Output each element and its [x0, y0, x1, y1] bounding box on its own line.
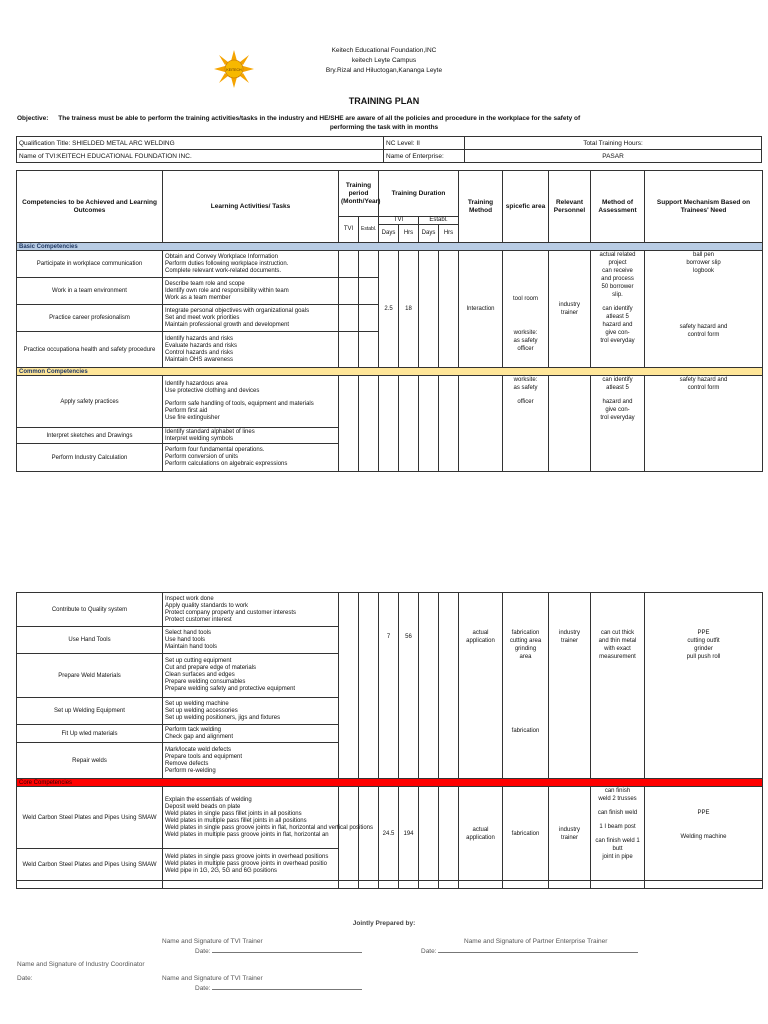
tvi-trainer-date: Date:: [195, 948, 362, 955]
task-list: Integrate personal objectives with organizational goals Set and meet work priorities Maintain professional growth and development: [163, 305, 339, 332]
col-days-estab: Days: [419, 225, 439, 243]
competency-name: Set up Welding Equipment: [17, 698, 163, 725]
competency-name: Weld Carbon Steel Plates and Pipes Using SMAW: [17, 849, 163, 881]
basic-assessment: actual related project can receive and process 50 borrower slip. can identify atleast 5 hazard and give con- trol everyday: [591, 251, 645, 368]
total-training-hours: Total Training Hours:: [465, 137, 762, 150]
page2-assessment: can cut thick and thin metal with exact measurement: [591, 593, 645, 779]
task-list: Select hand tools Use hand tools Maintain hand tools: [163, 627, 339, 654]
task-list: Explain the essentials of welding Deposit weld beads on plate Weld plates in single pass fillet joints in all positions Weld plates in multiple pass fillet joints in all positions Weld plates in single pass groove joints in flat, horizontal and vertical positions Weld plates in multiple pass groove joints in flat, horizontal an: [163, 787, 339, 849]
task-list: Weld plates in single pass groove joints in overhead positions Weld plates in multiple pass groove joints in overhead positio Weld pipe in 1G, 2G, 5G and 6G positions: [163, 849, 339, 881]
task-list: Set up cutting equipment Cut and prepare edge of materials Clean surfaces and edges Prepare welding consumables Prepare welding safety and protective equipment: [163, 654, 339, 698]
competency-name: Repair welds: [17, 743, 163, 779]
tvi-trainer-signature: Name and Signature of TVI Trainer: [162, 938, 263, 945]
task-list: Identify standard alphabet of lines Interpret welding symbols: [163, 428, 339, 444]
core-assessment: can finish weld 2 trusses can finish weld 1 I beam post can finish weld 1 butt joint in pipe: [591, 787, 645, 881]
basic-days: 2.5: [379, 251, 399, 368]
basic-method: Interaction: [459, 251, 503, 368]
enterprise-name: PASAR: [465, 150, 762, 163]
info-table: [16, 136, 762, 163]
section-common: Common Competencies: [17, 368, 763, 376]
core-days: 24.5: [379, 787, 399, 881]
competency-name: Weld Carbon Steel Plates and Pipes Using SMAW: [17, 787, 163, 849]
organization-header: [0, 46, 768, 76]
competency-name: Work in a team environment: [17, 278, 163, 305]
objective: [17, 114, 757, 123]
page2-area: fabrication cutting area grinding area fabrication: [503, 593, 549, 779]
qualification-title: Qualification Title: SHIELDED METAL ARC WELDING: [17, 137, 384, 150]
competency-name: Interpret sketches and Drawings: [17, 428, 163, 444]
page-title: TRAINING PLAN: [348, 96, 420, 106]
competency-name: Practice occupationa health and safety procedure: [17, 332, 163, 368]
task-list: Perform four fundamental operations. Perform conversion of units Perform calculations on algebraic expressions: [163, 444, 339, 472]
task-list: Obtain and Convey Workplace Information Perform duties following workplace instruction. Complete relevant work-related documents.: [163, 251, 339, 278]
col-hrs-estab: Hrs: [439, 225, 459, 243]
col-period-estab: Establ.: [359, 217, 379, 243]
col-period-tvi: TVI: [339, 217, 359, 243]
task-list: Perform tack welding Check gap and alignment: [163, 725, 339, 743]
tvi-trainer2-signature: Name and Signature of TVI Trainer: [162, 975, 263, 982]
nc-level: NC Level: II: [384, 137, 465, 150]
competency-name: Practice career profesionalism: [17, 305, 163, 332]
page2-hrs: 56: [399, 593, 419, 779]
page2-personnel: industry trainer: [549, 593, 591, 779]
industry-coordinator-signature: Name and Signature of Industry Coordinator: [17, 961, 145, 968]
core-support: PPE Welding machine: [645, 787, 763, 881]
jointly-prepared-label: Jointly Prepared by:: [352, 920, 416, 927]
competency-name: Fit Up wled materials: [17, 725, 163, 743]
core-area: fabrication: [503, 787, 549, 881]
competency-name: Use Hand Tools: [17, 627, 163, 654]
col-area: spicefic area: [503, 171, 549, 243]
competency-name: Prepare Weld Materials: [17, 654, 163, 698]
col-hrs-tvi: Hrs: [399, 225, 419, 243]
basic-personnel: industry trainer: [549, 251, 591, 368]
section-basic: Basic Competencies: [17, 243, 763, 251]
competency-name: Apply safety practices: [17, 376, 163, 428]
col-competencies: Competencies to be Achieved and Learning Outcomes: [17, 171, 163, 243]
col-method: Training Method: [459, 171, 503, 243]
common-support: safety hazard and control form: [645, 376, 763, 472]
col-duration-estab: Establ.: [419, 217, 459, 225]
task-list: Identify hazards and risks Evaluate hazards and risks Control hazards and risks Maintain OHS awareness: [163, 332, 339, 368]
col-duration: Training Duration: [379, 171, 459, 217]
common-assessment: can identify atleast 5 hazard and give con- trol everyday: [591, 376, 645, 472]
objective-text: The trainess must be able to perform the training activities/tasks in the industry and HE/SHE are aware of all the policies and procedure in the workplace for the safety of: [58, 115, 581, 122]
basic-support: ball pen borrower slip logbook safety hazard and control form: [645, 251, 763, 368]
page2-days: 7: [379, 593, 399, 779]
objective-line2: performing the task with in months: [329, 124, 439, 131]
task-list: Set up welding machine Set up welding accessories Set up welding positioners, jigs and fixtures: [163, 698, 339, 725]
task-list: Mark/locate weld defects Prepare tools and equipment Remove defects Perform re-welding: [163, 743, 339, 779]
competency-name: Participate in workplace communication: [17, 251, 163, 278]
section-core: Core Competencies: [17, 779, 763, 787]
partner-trainer-signature: Name and Signature of Partner Enterprise Trainer: [464, 938, 608, 945]
objective-label: Objective:: [17, 115, 49, 122]
col-activities: Learning Activities/ Tasks: [163, 171, 339, 243]
core-method: actual application: [459, 787, 503, 881]
common-area: worksite: as safety officer: [503, 376, 549, 472]
org-name: Keitech Educational Foundation,INC: [331, 47, 437, 54]
col-days-tvi: Days: [379, 225, 399, 243]
logo-text: KEITECH: [226, 68, 242, 72]
competency-name: Contribute to Quality system: [17, 593, 163, 627]
competency-name: Perform Industry Calculation: [17, 444, 163, 472]
task-list: Inspect work done Apply quality standards to work Protect company property and customer interests Protect customer interest: [163, 593, 339, 627]
org-address: Bry.Rizal and Hiluctogan,Kananga Leyte: [325, 67, 443, 74]
col-assessment: Method of Assessment: [591, 171, 645, 243]
basic-area: tool room worksite: as safety officer: [503, 251, 549, 368]
col-period: Training period (Month/Year): [339, 171, 379, 217]
col-support: Support Mechanism Based on Trainees' Need: [645, 171, 763, 243]
partner-trainer-date: Date:: [421, 948, 638, 955]
tvi-name: Name of TVI:KEITECH EDUCATIONAL FOUNDATION INC.: [17, 150, 384, 163]
task-list: Identify hazardous area Use protective clothing and devices Perform safe handling of tools, equipment and materials Perform first aid Use fire extinguisher: [163, 376, 339, 428]
task-list: Describe team role and scope Identify own role and responsibility within team Work as a team member: [163, 278, 339, 305]
training-plan-table-continued: [16, 592, 763, 889]
training-plan-table: [16, 170, 763, 472]
enterprise-label: Name of Enterprise:: [384, 150, 465, 163]
core-hrs: 194: [399, 787, 419, 881]
basic-hrs: 18: [399, 251, 419, 368]
page2-method: actual application: [459, 593, 503, 779]
col-duration-tvi: TVI: [379, 217, 419, 225]
col-personnel: Relevant Personnel: [549, 171, 591, 243]
org-campus: keitech Leyte Campus: [351, 57, 417, 64]
page2-support: PPE cutting outfit grinder pull push roll: [645, 593, 763, 779]
core-personnel: industry trainer: [549, 787, 591, 881]
tvi-trainer2-date: Date:: [195, 985, 362, 992]
coordinator-date: Date:: [17, 975, 33, 982]
